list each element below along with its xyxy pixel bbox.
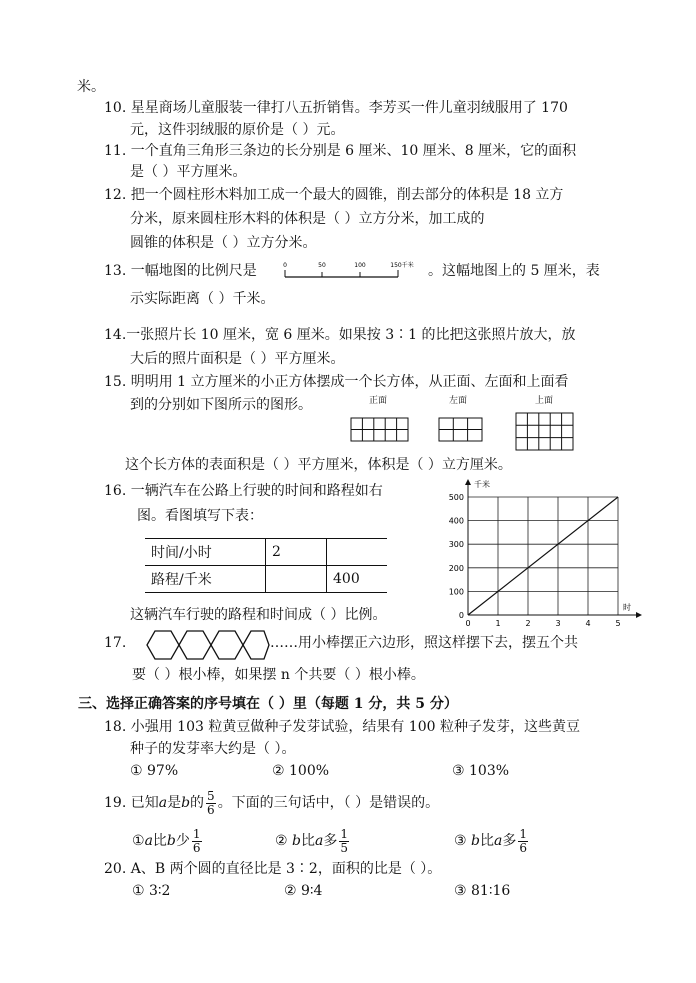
y-tick-label: 200 (448, 563, 464, 573)
section-3-title: 三、选择正确答案的序号填在（ ）里（每题 1 分，共 5 分） (78, 696, 458, 712)
q13-line2: 示实际距离（ ）千米。 (130, 291, 275, 307)
q13-line1b: 。这幅地图上的 5 厘米，表 (428, 263, 600, 279)
y-tick-label: 0 (458, 611, 464, 620)
q19-option-2: ② b比a多 $\frac{1}{5}$ (275, 826, 348, 855)
q16-line3: 这辆汽车行驶的路程和时间成（ ）比例。 (130, 607, 387, 623)
time-distance-table (145, 538, 387, 593)
y-axis-label: 千米 (474, 480, 490, 489)
q12-line3: 圆锥的体积是（ ）立方分米。 (130, 235, 317, 251)
x-tick-label: 5 (615, 619, 621, 628)
x-tick-label: 1 (495, 619, 501, 628)
y-axis-arrow (465, 479, 471, 485)
fraction-5-6: $\frac{5}{6}$ (207, 788, 215, 817)
q16-line1: 16. 一辆汽车在公路上行驶的时间和路程如右 (104, 483, 383, 499)
q19-option-3: ③ b比a多 $\frac{1}{6}$ (454, 826, 527, 855)
x-tick-label: 3 (555, 619, 561, 628)
series-line-distance (468, 497, 618, 615)
q19-line1: 19. 已知a是b的 $\frac{5}{6}$ 。下面的三句话中，（ ）是错误的。 (104, 788, 440, 817)
x-tick-label: 4 (585, 619, 591, 628)
table-cell: 400 (327, 566, 388, 593)
q10-line2: 元，这件羽绒服的原价是（ ）元。 (130, 122, 345, 138)
y-tick-label: 400 (448, 516, 464, 526)
table-cell: 2 (266, 539, 327, 566)
q17-line2: 要（ ）根小棒，如果摆 n 个共要（ ）根小棒。 (132, 667, 425, 683)
q12-line1: 12. 把一个圆柱形木料加工成一个最大的圆锥，削去部分的体积是 18 立方 (104, 187, 564, 203)
scale-tick-0: 0 (283, 262, 287, 269)
table-cell: 时间/小时 (145, 539, 266, 566)
top-view-grid (515, 412, 575, 452)
q11-line1: 11. 一个直角三角形三条边的长分别是 6 厘米、10 厘米、8 厘米，它的面积 (104, 143, 577, 159)
q18-line1: 18. 小强用 103 粒黄豆做种子发芽试验，结果有 100 粒种子发芽，这些黄豆 (104, 719, 580, 735)
q18-option-1: ① 97% (130, 763, 179, 779)
q19-option-1: ①a比b少 $\frac{1}{6}$ (132, 826, 201, 855)
q17-number: 17. (104, 635, 127, 651)
q15-line2: 到的分别如下图所示的图形。 (130, 397, 312, 413)
y-tick-label: 500 (448, 493, 464, 502)
table-row (145, 566, 387, 593)
q14-line2: 大后的照片面积是（ ）平方厘米。 (130, 351, 345, 367)
view-top-label: 上面 (535, 396, 554, 406)
scale-tick-100: 100 (354, 262, 366, 269)
table-cell (327, 539, 388, 566)
x-axis-label: 时 (623, 603, 631, 612)
q11-line2: 是（ ）平方厘米。 (130, 164, 247, 180)
x-axis-arrow (636, 612, 642, 618)
front-view-grid (350, 417, 410, 443)
q14-line1: 14.一张照片长 10 厘米，宽 6 厘米。如果按 3∶1 的比把这张照片放大，放 (104, 327, 576, 343)
y-tick-label: 100 (448, 587, 464, 597)
table-cell (266, 566, 327, 593)
x-tick-label: 0 (465, 619, 471, 628)
q15-line3: 这个长方体的表面积是（ ）平方厘米，体积是（ ）立方厘米。 (125, 457, 512, 473)
q17-line1: ……用小棒摆正六边形，照这样摆下去，摆五个共 (270, 635, 578, 651)
scale-tick-150: 150千米 (390, 262, 414, 269)
q20-option-2: ② 9∶4 (284, 883, 323, 899)
q13-line1a: 13. 一幅地图的比例尺是 (104, 263, 257, 279)
q15-line1: 15. 明明用 1 立方厘米的小正方体摆成一个长方体，从正面、左面和上面看 (104, 374, 569, 390)
q10-line1: 10. 星星商场儿童服装一律打八五折销售。李芳买一件儿童羽绒服用了 170 (104, 100, 568, 116)
left-view-grid (438, 417, 484, 443)
q20-option-1: ① 3∶2 (132, 883, 171, 899)
view-front-label: 正面 (369, 396, 388, 406)
y-tick-label: 300 (448, 540, 464, 550)
table-row (145, 539, 387, 566)
time-distance-chart (440, 475, 650, 635)
q9-tail: 米。 (77, 79, 105, 95)
q12-line2: 分米，原来圆柱形木料的体积是（ ）立方分米，加工成的 (130, 211, 485, 227)
q20-line1: 20. A、B 两个圆的直径比是 3∶2，面积的比是（ ）。 (104, 861, 442, 877)
table-cell: 路程/千米 (145, 566, 266, 593)
q18-option-3: ③ 103% (452, 763, 510, 779)
scale-tick-50: 50 (318, 262, 326, 269)
x-tick-label: 2 (525, 619, 531, 628)
q18-line2: 种子的发芽率大约是（ ）。 (130, 741, 296, 757)
view-left-label: 左面 (449, 396, 468, 406)
map-scale-bar (280, 258, 430, 282)
q20-option-3: ③ 81∶16 (454, 883, 511, 899)
q18-option-2: ② 100% (272, 763, 330, 779)
q16-line2: 图。看图填写下表： (137, 508, 263, 524)
hexagon-chain (144, 628, 272, 662)
